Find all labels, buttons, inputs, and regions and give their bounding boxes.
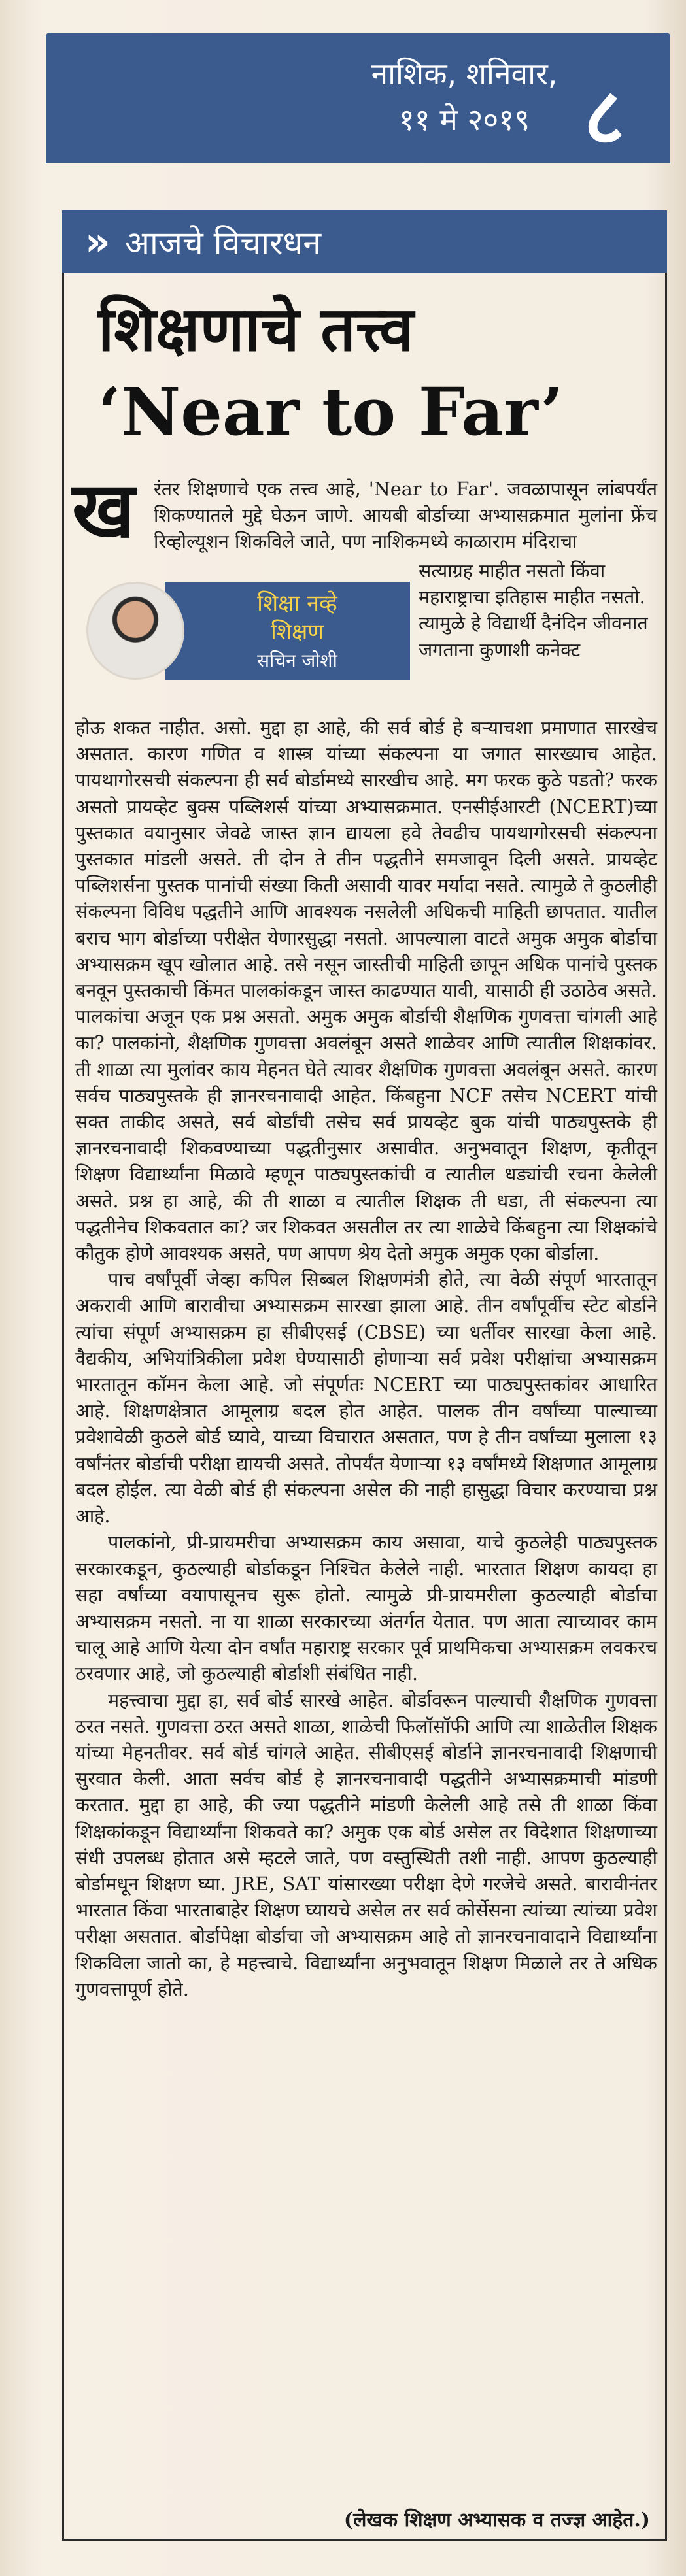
body-paragraph: महत्त्वाचा मुद्दा हा, सर्व बोर्ड सारखे आहेत. बोर्डावरून पाल्याची शैक्षणिक गुणवत्ता ठरत नसते. गुणवत्ता ठरत असते शाळा, शाळेची फिलॉसॉफी आणि त्या शाळेतील शिक्षक यांच्या मेहनतीवर. सर्व बोर्ड चांगले आहेत. सीबीएसई बोर्डाने ज्ञानरचनावादी शिक्षणाची सुरवात केली. आता सर्वच बोर्ड हे ज्ञानरचनावादी पद्धतीने अभ्यासक्रमाची मांडणी करतात. मुद्दा हा आहे, की ज्या पद्धतीने मांडणी केलेली आहे तसे ती शाळा किंवा शिक्षकांकडून विद्यार्थ्यांना शिकवते का? अमुक एक बोर्ड असेल तर विदेशात शिक्षणाच्या संधी उपलब्ध होतात असे म्हटले जाते, पण वस्तुस्थिती तशी नाही. आपण कुठल्याही बोर्डामधून शिक्षण घ्या. JRE, SAT यांसारख्या परीक्षा देणे गरजेचे असते. बारावीनंतर भारतात किंवा भारताबाहेर शिक्षण घ्यायचे असेल तर सर्व कोर्सेसना त्यांच्या त्यांच्या प्रवेश परीक्षा असतात. बोर्डापेक्षा बोर्डाचा जो अभ्यासक्रम आहे तो ज्ञानरचनावादाने विद्यार्थ्यांना शिकविला जातो का, हे महत्त्वाचे. विद्यार्थ्यांना अनुभवातून शिक्षण मिळाले तर ते अधिक गुणवत्तापूर्ण होते. [75,1688,657,2000]
lead-paragraph-top [154,476,657,555]
edition-date-text: ११ मे २०१९ [398,102,530,137]
page-number: ८ [583,72,625,163]
section-title: आजचे विचारधन [124,224,322,262]
body-paragraph: पाच वर्षांपूर्वी जेव्हा कपिल सिब्बल शिक्षणमंत्री होते, त्या वेळी संपूर्ण भारतातून अकरावी आणि बारावीचा अभ्यासक्रम सारखा झाला आहे. तीन वर्षांपूर्वीच स्टेट बोर्डाने त्यांचा संपूर्ण अभ्यासक्रम हा सीबीएसई (CBSE) च्या धर्तीवर सारखा केला आहे. वैद्यकीय, अभियांत्रिकीला प्रवेश घेण्यासाठी होणाऱ्या सर्व प्रवेश परीक्षांचा अभ्यासक्रम भारतातून कॉमन केला आहे. जो संपूर्णतः NCERT च्या पाठ्यपुस्तकांवर आधारित आहे. शिक्षणक्षेत्रात आमूलाग्र बदल होत आहेत. पालक तीन वर्षांच्या पाल्याच्या प्रवेशावेळी कुठले बोर्ड घ्यावे, याच्या विचारात असतात, पण हे तीन वर्षांच्या मुलाला १३ वर्षांनंतर बोर्डाची परीक्षा द्यायची असते. तोपर्यंत येणाऱ्या १३ वर्षांमध्ये शिक्षणात आमूलाग्र बदल होईल. त्या वेळी बोर्ड ही संकल्पना असेल की नाही हासुद्धा विचार करण्याचा प्रश्न आहे. [75,1268,657,1528]
section-header [62,210,667,273]
column-name-line2: शिक्षण [271,619,324,645]
columnist-label [165,582,410,680]
article-subheadline: ‘Near to Far’ [98,373,564,450]
body-paragraph: पालकांनो, प्री-प्रायमरीचा अभ्यासक्रम काय असावा, याचे कुठलेही पाठ्यपुस्तक सरकारकडून, कुठल्याही बोर्डाकडून निश्चित केलेले नाही. भारतात शिक्षण कायदा हा सहा वर्षांच्या वयापासूनच सुरू होतो. त्यामुळे प्री-प्रायमरीला कुठल्याही बोर्डाचा अभ्यासक्रम नसतो. ना या शाळा सरकारच्या अंतर्गत येतात. पण आता त्याच्यावर काम चालू आहे आणि येत्या दोन वर्षांत महाराष्ट्र सरकार पूर्व प्राथमिकचा अभ्यासक्रम लवकरच ठरवणार आहे, जो कुठल्याही बोर्डाशी संबंधित नाही. [75,1531,657,1685]
avatar [86,582,184,680]
author-name: सचिन जोशी [257,650,337,671]
edition-city-day: नाशिक, शनिवार, [371,56,558,92]
columnist-box [86,575,410,686]
body-paragraph: होऊ शकत नाहीत. असो. मुद्दा हा आहे, की सर्व बोर्ड हे बऱ्याचशा प्रमाणात सारखेच असतात. कारण गणित व शास्त्र यांच्या संकल्पना या जगात सारख्याच आहेत. पायथागोरसची संकल्पना ही सर्व बोर्डामध्ये सारखीच आहे. मग फरक कुठे पडतो? फरक असतो प्रायव्हेट बुक्स पब्लिशर्स यांच्या अभ्यासक्रमात. एनसीईआरटी (NCERT)च्या पुस्तकात वयानुसार जेवढे जास्त ज्ञान द्यायला हवे तेवढीच पायथागोरसची संकल्पना पुस्तकात मांडली असते. ती दोन ते तीन पद्धतीने समजावून दिली असते. प्रायव्हेट पब्लिशर्सना पुस्तक पानांची संख्या किती असावी यावर मर्यादा नसते. त्यामुळे ते कुठलीही संकल्पना विविध पद्धतीने आणि आवश्यक नसलेली अधिकची माहिती छापतात. यातील बराच भाग बोर्डाच्या परीक्षेत येणारसुद्धा नसतो. आपल्याला वाटते अमुक अमुक बोर्डाचा अभ्यासक्रम खूप खोलात आहे. तसे नसून जास्तीची माहिती छापून अधिक पानांचे पुस्तक बनवून पुस्तकाची किंमत पालकांकडून जास्त काढण्यात यावी, यासाठी ही उठाठेव असते. पालकांचा अजून एक प्रश्न असतो. अमुक अमुक बोर्डाची शैक्षणिक गुणवत्ता चांगली आहे का? पालकांनो, शैक्षणिक गुणवत्ता अवलंबून असते शाळेवर आणि त्यातील शिक्षकांवर. ती शाळा त्या मुलांवर काय मेहनत घेते त्यावर शैक्षणिक गुणवत्ता अवलंबून असते. कारण सर्वच पाठ्यपुस्तके ही ज्ञानरचनावादी आहेत. किंबहुना NCF तसेच NCERT यांची सक्त ताकीद असते, सर्व बोर्डांची तसेच सर्व प्रायव्हेट बुक यांची पाठ्यपुस्तके ही ज्ञानरचनावादी शिकवण्याच्या पद्धतीनुसार असावीत. अनुभवातून शिक्षण, कृतीतून शिक्षण विद्यार्थ्यांना मिळावे म्हणून पाठ्यपुस्तकांची व त्यातील धड्यांची रचना केलेली असते. प्रश्न हा आहे, की ती शाळा व त्यातील शिक्षक ती धडा, ती संकल्पना त्या पद्धतीनेच शिकवतात का? जर शिकवत असतील तर त्या शाळेचे किंबहुना त्या शिक्षकांचे कौतुक होणे आवश्यक असते, पण आपण श्रेय देतो अमुक अमुक एका बोर्डाला. [75,716,657,1265]
lead-text-side: सत्याग्रह माहीत नसतो किंवा महाराष्ट्राचा इतिहास माहीत नसतो. त्यामुळे हे विद्यार्थी दैनंदिन जीवनात जगताना कुणाशी कनेक्ट [419,560,648,661]
double-chevron-icon: » [85,218,105,265]
page-header-band [46,33,670,163]
edition-date [327,51,602,142]
author-credit-note: (लेखक शिक्षण अभ्यासक व तज्ज्ञ आहेत.) [343,2509,650,2532]
dropcap: ख [72,465,135,555]
article-body [75,714,657,2002]
column-name-line1: शिक्षा नव्हे [257,590,337,616]
lead-text-top: रंतर शिक्षणाचे एक तत्त्व आहे, 'Near to Far'. जवळापासून लांबपर्यंत शिकण्यातले मुद्दे घेऊन जाणे. आयबी बोर्डाच्या अभ्यासक्रमात मुलांना फ्रेंच रिव्होल्यूशन शिकविले जाते, पण नाशिकमध्ये काळाराम मंदिराचा [154,478,657,553]
lead-paragraph-side [419,558,657,663]
article-headline: शिक्षणाचे तत्त्व [98,294,414,365]
